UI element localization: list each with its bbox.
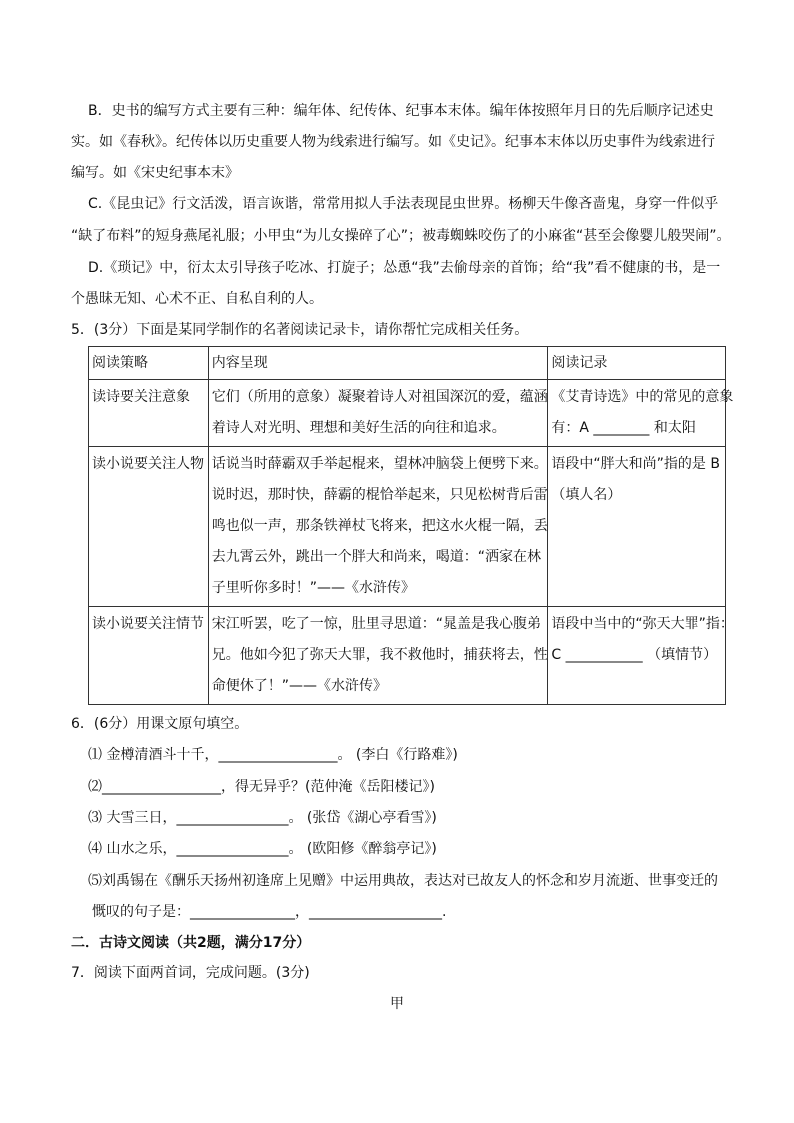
header-record: 阅读记录	[548, 347, 726, 380]
option-d-line-1: D.《琐记》中，衍太太引导孩子吃冰、打旋子；怂恿“我”去偷母亲的首饰；给“我”看不健康的书，是一	[88, 260, 721, 276]
fill-blank-4: ⑷ 山水之乐，________________。 (欧阳修《醉翁亭记》)	[88, 841, 437, 857]
row-1-record-line: 《艾青诗选》中的常见的意象	[551, 389, 734, 405]
answer-blank-a: 有：A ________ 和太阳	[551, 420, 696, 436]
option-c-line-1: C.《昆虫记》行文活泼，语言诙谐，常常用拟人手法表现昆虫世界。杨柳天牛像吝啬鬼，身穿一件似乎	[88, 196, 719, 212]
row-3-record	[548, 607, 734, 705]
option-b-line-2: 实。如《春秋》。纪传体以历史重要人物为线索进行编写。如《史记》。纪事本末体以历史事件为线索进行	[71, 134, 715, 150]
header-content: 内容呈现	[208, 347, 548, 380]
table-row	[89, 447, 726, 607]
fill-blank-2: ⑵_________________，得无异乎？(范仲淹《岳阳楼记》)	[88, 779, 435, 795]
question-5-stem: 5．(3分）下面是某同学制作的名著阅读记录卡，请你帮忙完成相关任务。	[71, 322, 529, 338]
table-row	[89, 607, 726, 705]
row-1-content	[208, 380, 548, 447]
question-7-stem: 7．阅读下面两首词，完成问题。(3分)	[71, 965, 310, 981]
table-header-row	[89, 347, 726, 380]
row-3-content-line: 宋江听罢，吃了一惊，肚里寻思道：“晁盖是我心腹弟	[211, 616, 542, 632]
row-2-content-line: 鸣也似一声，那条铁禅杖飞将来，把这水火棍一隔，丢	[211, 518, 548, 534]
option-b-line-1: B．史书的编写方式主要有三种：编年体、纪传体、纪事本末体。编年体按照年月日的先后顺序记述史	[88, 103, 714, 119]
row-2-content	[208, 447, 548, 607]
row-2-content-line: 话说当时薛霸双手举起棍来，望林冲脑袋上便劈下来。	[211, 456, 548, 472]
row-1-content-line: 它们（所用的意象）凝聚着诗人对祖国深沉的爱，蕴涵	[211, 389, 548, 405]
row-2-record	[548, 447, 726, 607]
reading-record-table	[88, 346, 734, 705]
row-3-content	[208, 607, 548, 705]
row-2-record-line: 语段中“胖大和尚”指的是 B	[551, 456, 720, 472]
row-3-content-line: 命便休了！”——《水浒传》	[211, 678, 388, 694]
poem-label: 甲	[390, 996, 404, 1012]
row-2-content-line: 子里听你多时！”——《水浒传》	[211, 580, 416, 596]
answer-blank-b: （填人名）	[551, 487, 622, 503]
header-strategy: 阅读策略	[89, 347, 209, 380]
row-3-strategy: 读小说要关注情节	[89, 607, 209, 705]
section-2-heading: 二．古诗文阅读（共2题，满分17分）	[71, 935, 311, 951]
row-2-content-line: 说时迟，那时快，薛霸的棍恰举起来，只见松树背后雷	[211, 487, 548, 503]
option-d-line-2: 个愚昧无知、心术不正、自私自利的人。	[71, 291, 323, 307]
row-2-content-line: 去九霄云外，跳出一个胖大和尚来，喝道：“洒家在林	[211, 549, 542, 565]
row-1-record	[548, 380, 734, 447]
option-b-line-3: 编写。如《宋史纪事本末》	[71, 165, 239, 181]
fill-blank-5-line-1: ⑸刘禹锡在《酬乐天扬州初逢席上见赠》中运用典故，表达对已故友人的怀念和岁月流逝、世事变迁的	[88, 873, 718, 889]
row-1-strategy: 读诗要关注意象	[89, 380, 209, 447]
row-2-strategy: 读小说要关注人物	[89, 447, 209, 607]
row-1-content-line: 着诗人对光明、理想和美好生活的向往和追求。	[211, 420, 506, 436]
answer-blank-c: C ___________ （填情节）	[551, 647, 718, 663]
table-row	[89, 380, 726, 447]
option-c-line-2: “缺了布料”的短身燕尾礼服；小甲虫“为儿女操碎了心”；被毒蜘蛛咬伤了的小麻雀“甚至会像婴儿般哭闹”。	[71, 228, 731, 244]
row-3-content-line: 兄。他如今犯了弥天大罪，我不救他时，捕获将去，性	[211, 647, 548, 663]
fill-blank-1: ⑴ 金樽清酒斗十千，_________________。 (李白《行路难》)	[88, 747, 458, 763]
row-3-record-line: 语段中当中的“弥天大罪”指：	[551, 616, 734, 632]
question-6-stem: 6．(6分）用课文原句填空。	[71, 716, 249, 732]
fill-blank-5-line-2: 慨叹的句子是：_______________，___________________.	[92, 904, 447, 920]
fill-blank-3: ⑶ 大雪三日，________________。 (张岱《湖心亭看雪》)	[88, 810, 437, 826]
